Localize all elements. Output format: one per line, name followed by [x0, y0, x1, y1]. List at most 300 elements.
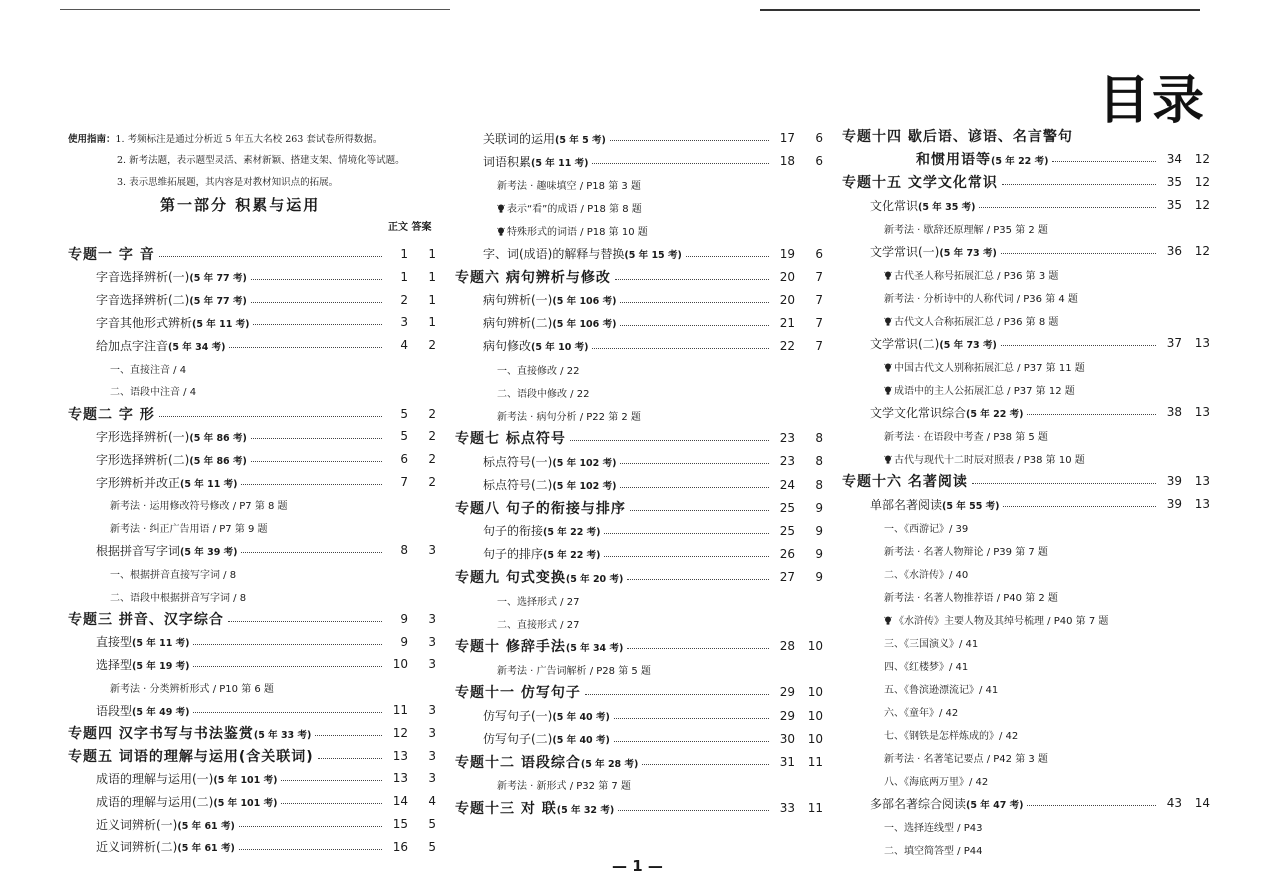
toc-entry-label — [497, 223, 648, 238]
exam-frequency: (5 年 61 考) — [177, 820, 235, 832]
dot-leader — [318, 757, 382, 759]
dot-leader — [1027, 413, 1156, 415]
exam-frequency: (5 年 106 考) — [552, 296, 617, 308]
toc-entry[interactable] — [884, 448, 1210, 468]
toc-entry[interactable] — [916, 149, 1210, 169]
dot-leader — [1002, 183, 1156, 185]
answer-page-number: 9 — [815, 523, 823, 538]
toc-entry-title: 新考法 · 名著人物推荐语 / P40 第 2 题 — [884, 592, 1058, 604]
toc-entry-label — [884, 267, 1058, 282]
answer-page-number: 1 — [428, 269, 436, 284]
text-page-number: 34 — [1166, 152, 1182, 166]
toc-entry-label — [884, 727, 1018, 742]
dot-leader — [315, 734, 382, 736]
toc-entry-label — [884, 819, 982, 834]
dot-leader — [630, 509, 769, 511]
dot-leader — [972, 482, 1156, 484]
toc-entry[interactable] — [884, 517, 1210, 537]
toc-entry[interactable] — [497, 174, 823, 194]
text-page-number: 14 — [392, 794, 408, 809]
toc-entry-label — [497, 362, 579, 377]
toc-entry[interactable] — [497, 659, 823, 679]
toc-entry-title: 八、《海底两万里》/ 42 — [884, 776, 989, 788]
answer-page-number: 13 — [1194, 336, 1210, 350]
answer-page-number: 8 — [815, 477, 823, 492]
toc-entry[interactable] — [96, 654, 436, 674]
toc-entry[interactable] — [68, 244, 436, 264]
bulb-icon — [497, 204, 505, 213]
toc-entry[interactable] — [483, 521, 823, 541]
toc-entry[interactable] — [96, 472, 436, 492]
toc-entry[interactable] — [68, 746, 436, 766]
toc-entry[interactable] — [884, 724, 1210, 744]
toc-entry-label — [68, 746, 314, 766]
text-page-number: 23 — [779, 431, 795, 446]
toc-entry[interactable] — [870, 241, 1210, 261]
toc-entry-label — [68, 404, 155, 424]
text-page-number: 22 — [779, 338, 795, 353]
dot-leader — [193, 643, 382, 645]
dot-leader — [585, 693, 769, 695]
toc-entry-title: 标点符号(一) — [483, 454, 553, 469]
toc-entry[interactable] — [68, 723, 436, 743]
exam-frequency: (5 年 19 考) — [132, 660, 190, 672]
toc-entry[interactable] — [96, 768, 436, 788]
text-page-number: 36 — [1166, 244, 1182, 258]
toc-entry-title: 一、选择形式 / 27 — [497, 596, 580, 608]
toc-entry-title: 文学文化常识综合 — [870, 405, 967, 420]
dot-leader — [228, 620, 382, 622]
toc-entry[interactable] — [483, 313, 823, 333]
toc-entry[interactable] — [884, 655, 1210, 675]
toc-entry-title: 新考法 · 名著笔记要点 / P42 第 3 题 — [884, 753, 1048, 765]
toc-entry-title: 成语的理解与运用(一) — [96, 771, 214, 786]
text-page-number: 13 — [392, 771, 408, 786]
column-header: 正文 答案 — [388, 222, 432, 233]
top-rule-left — [60, 9, 450, 10]
toc-entry[interactable] — [483, 544, 823, 564]
exam-frequency: (5 年 86 考) — [189, 432, 247, 444]
toc-entry[interactable] — [884, 609, 1210, 629]
toc-entry-label — [842, 126, 1073, 146]
dot-leader — [1052, 160, 1156, 162]
text-page-number: 10 — [392, 657, 408, 672]
toc-entry-title: 成语中的主人公拓展汇总 / P37 第 12 题 — [894, 385, 1075, 397]
toc-entry-label — [884, 589, 1058, 604]
toc-entry[interactable] — [483, 128, 823, 148]
toc-entry-label — [884, 520, 968, 535]
toc-entry-title: 句子的衔接 — [483, 524, 544, 539]
toc-entry[interactable] — [483, 244, 823, 264]
exam-frequency: (5 年 73 考) — [939, 339, 997, 351]
toc-entry[interactable] — [68, 609, 436, 629]
toc-entry-title: 字音选择辨析(一) — [96, 270, 190, 285]
toc-entry[interactable] — [870, 793, 1210, 813]
text-page-number: 16 — [392, 839, 408, 854]
exam-frequency: (5 年 11 考) — [192, 318, 250, 330]
exam-frequency: (5 年 28 考) — [580, 758, 639, 770]
text-page-number: 2 — [400, 292, 408, 307]
toc-entry[interactable] — [455, 798, 823, 818]
toc-entry[interactable] — [110, 563, 436, 583]
toc-entry-title: 六、《童年》/ 42 — [884, 707, 959, 719]
answer-page-number: 7 — [815, 315, 823, 330]
toc-entry[interactable] — [110, 381, 436, 401]
toc-entry-label — [870, 496, 999, 513]
text-page-number: 18 — [779, 154, 795, 169]
answer-page-number: 11 — [807, 800, 823, 815]
toc-entry-label — [884, 658, 968, 673]
answer-page-number: 7 — [815, 292, 823, 307]
toc-entry[interactable] — [96, 540, 436, 560]
dot-leader — [159, 255, 382, 257]
toc-entry[interactable] — [884, 310, 1210, 330]
toc-entry[interactable] — [96, 267, 436, 287]
answer-page-number: 13 — [1194, 474, 1210, 488]
dot-leader — [241, 551, 382, 553]
text-page-number: 13 — [392, 748, 408, 763]
toc-entry[interactable] — [483, 151, 823, 171]
exam-frequency: (5 年 11 考) — [180, 478, 238, 490]
exam-frequency: (5 年 11 考) — [531, 157, 589, 169]
toc-entry-title: 仿写句子(一) — [483, 709, 553, 723]
toc-entry[interactable] — [110, 677, 436, 697]
toc-entry-label — [483, 130, 606, 147]
toc-entry[interactable] — [96, 449, 436, 469]
toc-entry[interactable] — [497, 590, 823, 610]
toc-entry[interactable] — [884, 839, 1210, 859]
toc-entry-title: 新考法 · 名著人物辩论 / P39 第 7 题 — [884, 546, 1048, 558]
toc-entry[interactable] — [870, 195, 1210, 215]
dot-leader — [620, 324, 769, 326]
answer-page-number: 13 — [1194, 405, 1210, 419]
toc-entry[interactable] — [497, 775, 823, 795]
toc-entry[interactable] — [497, 220, 823, 240]
toc-entry[interactable] — [483, 475, 823, 495]
exam-frequency: (5 年 102 考) — [552, 457, 617, 469]
toc-entry[interactable] — [884, 425, 1210, 445]
text-page-number: 12 — [392, 725, 408, 740]
toc-entry-label — [96, 816, 235, 833]
toc-entry[interactable] — [68, 404, 436, 424]
text-page-number: 37 — [1166, 336, 1182, 350]
usage-guide-line-1 — [68, 131, 382, 145]
dot-leader — [615, 278, 769, 280]
toc-entry[interactable] — [884, 816, 1210, 836]
toc-entry[interactable] — [96, 290, 436, 310]
answer-page-number: 2 — [428, 475, 436, 489]
toc-entry-title: 字形辨析并改正 — [96, 475, 181, 490]
toc-entry[interactable] — [884, 563, 1210, 583]
toc-entry[interactable] — [884, 264, 1210, 284]
toc-entry-title: 字音选择辨析(二) — [96, 293, 190, 308]
toc-entry-title: 词语积累 — [483, 154, 532, 169]
toc-entry-label — [96, 770, 277, 787]
toc-entry-label — [884, 612, 1108, 627]
toc-entry-label — [870, 795, 1023, 812]
toc-entry[interactable] — [497, 382, 823, 402]
toc-entry[interactable] — [455, 428, 823, 448]
bulb-icon — [884, 271, 892, 280]
toc-entry-label — [483, 707, 610, 724]
toc-entry[interactable] — [455, 682, 823, 702]
answer-page-number: 1 — [428, 247, 436, 261]
toc-entry[interactable] — [884, 218, 1210, 238]
toc-entry[interactable] — [96, 814, 436, 834]
exam-frequency: (5 年 101 考) — [213, 774, 278, 786]
toc-entry-label — [497, 177, 641, 192]
toc-entry-title: 一、根据拼音直接写字词 / 8 — [110, 569, 237, 581]
toc-entry-label — [110, 383, 196, 398]
dot-leader — [604, 555, 769, 557]
answer-page-number: 8 — [815, 431, 823, 446]
text-page-number: 20 — [779, 269, 795, 284]
toc-entry-label — [884, 842, 982, 857]
toc-entry-label — [483, 291, 616, 308]
toc-entry-title: 中国古代文人别称拓展汇总 / P37 第 11 题 — [894, 362, 1085, 374]
toc-entry-label — [68, 244, 155, 264]
toc-entry[interactable] — [884, 586, 1210, 606]
toc-entry-title: 专题九 句式变换 — [455, 569, 566, 586]
text-page-number: 27 — [779, 569, 795, 584]
toc-entry-label — [497, 662, 651, 677]
exam-frequency: (5 年 106 考) — [552, 319, 617, 331]
toc-entry[interactable] — [483, 451, 823, 471]
answer-page-number: 9 — [815, 546, 823, 561]
toc-entry[interactable] — [884, 701, 1210, 721]
toc-entry[interactable] — [870, 333, 1210, 353]
text-page-number: 33 — [779, 800, 795, 815]
toc-entry-label — [497, 385, 589, 400]
toc-entry[interactable] — [884, 379, 1210, 399]
toc-entry[interactable] — [884, 770, 1210, 790]
toc-entry[interactable] — [483, 290, 823, 310]
toc-entry[interactable] — [497, 613, 823, 633]
exam-frequency: (5 年 40 考) — [552, 712, 610, 723]
answer-page-number: 8 — [815, 454, 823, 469]
answer-page-number: 3 — [428, 657, 436, 672]
answer-page-number: 13 — [1194, 497, 1210, 511]
text-page-number: 20 — [779, 292, 795, 307]
toc-entry-label — [68, 723, 311, 743]
bulb-icon — [497, 227, 505, 236]
toc-entry-title: 字、词(成语)的解释与替换 — [483, 247, 625, 261]
text-page-number: 26 — [779, 546, 795, 561]
toc-entry-label — [483, 153, 588, 170]
exam-frequency: (5 年 102 考) — [552, 481, 617, 492]
toc-entry-label — [884, 428, 1048, 443]
exam-frequency: (5 年 77 考) — [189, 296, 247, 308]
toc-entry[interactable] — [455, 567, 823, 587]
toc-entry[interactable] — [483, 706, 823, 726]
toc-entry[interactable] — [455, 636, 823, 656]
toc-entry-label — [455, 567, 623, 587]
answer-page-number: 5 — [428, 817, 436, 831]
toc-entry[interactable] — [884, 540, 1210, 560]
text-page-number: 38 — [1166, 405, 1182, 419]
toc-entry-title: 关联词的运用 — [483, 131, 556, 146]
toc-entry-title: 选择型 — [96, 657, 133, 672]
toc-entry[interactable] — [870, 494, 1210, 514]
toc-entry-label — [455, 267, 611, 287]
toc-entry-label — [884, 750, 1048, 765]
dot-leader — [193, 711, 382, 713]
toc-entry[interactable] — [96, 312, 436, 332]
exam-frequency: (5 年 34 考) — [168, 341, 226, 353]
answer-page-number: 10 — [807, 708, 823, 723]
dot-leader — [614, 717, 769, 719]
toc-entry[interactable] — [110, 358, 436, 378]
usage-guide-line-3: 3. 表示思维拓展题，其内容是对教材知识点的拓展。 — [117, 177, 339, 188]
answer-page-number: 2 — [428, 406, 436, 421]
toc-entry-label — [842, 471, 968, 491]
toc-entry[interactable] — [497, 197, 823, 217]
toc-entry[interactable] — [884, 678, 1210, 698]
toc-entry-title: 字形选择辨析(一) — [96, 429, 190, 444]
toc-entry-label — [68, 609, 224, 629]
toc-entry-title: 一、直接注音 / 4 — [110, 364, 187, 376]
toc-entry-title: 古代文人合称拓展汇总 / P36 第 8 题 — [894, 316, 1059, 328]
toc-entry-label — [884, 359, 1085, 374]
toc-entry-title: 给加点字注音 — [96, 338, 169, 353]
text-page-number: 25 — [779, 500, 795, 515]
toc-entry-label — [96, 291, 247, 308]
toc-entry[interactable] — [96, 632, 436, 652]
toc-entry[interactable] — [842, 172, 1210, 192]
exam-frequency: (5 年 86 考) — [189, 455, 247, 467]
exam-frequency: (5 年 33 考) — [253, 729, 312, 741]
bulb-icon — [884, 616, 892, 625]
toc-entry[interactable] — [455, 498, 823, 518]
toc-entry[interactable] — [96, 837, 436, 857]
dot-leader — [239, 848, 382, 850]
toc-entry[interactable] — [842, 471, 1210, 491]
dot-leader — [618, 809, 769, 811]
toc-entry[interactable] — [455, 267, 823, 287]
answer-page-number: 12 — [1194, 198, 1210, 212]
text-page-number: 9 — [400, 611, 408, 626]
answer-page-number: 5 — [428, 839, 436, 854]
toc-entry-title: 新考法 · 分析诗中的人称代词 / P36 第 4 题 — [884, 293, 1078, 305]
toc-entry-label — [455, 636, 623, 656]
toc-entry-title: 近义词辨析(一) — [96, 817, 178, 832]
toc-entry-title: 近义词辨析(二) — [96, 840, 178, 855]
toc-entry-title: 新考法 · 趣味填空 / P18 第 3 题 — [497, 180, 641, 192]
toc-entry-title: 专题四 汉字书写与书法鉴赏 — [68, 725, 254, 742]
toc-entry-label — [497, 777, 631, 792]
toc-entry-title: 专题一 字 音 — [68, 247, 155, 263]
toc-entry-label — [96, 474, 237, 491]
toc-entry[interactable] — [497, 405, 823, 425]
toc-entry-title: 古代与现代十二时辰对照表 / P38 第 10 题 — [894, 454, 1085, 466]
answer-page-number: 7 — [815, 338, 823, 353]
toc-entry-label — [96, 633, 189, 650]
toc-entry[interactable] — [110, 586, 436, 606]
toc-entry-title: 专题十三 对 联 — [455, 800, 557, 817]
toc-entry[interactable] — [483, 336, 823, 356]
exam-frequency: (5 年 22 考) — [966, 408, 1024, 420]
text-page-number: 25 — [779, 523, 795, 538]
toc-entry-label — [483, 730, 610, 747]
toc-entry-label — [96, 542, 237, 559]
answer-page-number: 10 — [807, 731, 823, 746]
toc-entry-label — [870, 243, 997, 260]
toc-entry-label — [483, 545, 600, 562]
dot-leader — [686, 255, 769, 257]
toc-entry-title: 一、《西游记》/ 39 — [884, 523, 969, 535]
toc-entry[interactable] — [96, 426, 436, 446]
toc-entry[interactable] — [884, 356, 1210, 376]
toc-entry-title: 病句修改 — [483, 339, 532, 354]
toc-entry[interactable] — [96, 335, 436, 355]
toc-entry-title: 语段型 — [96, 703, 133, 718]
toc-entry-title: 和惯用语等 — [916, 152, 991, 168]
toc-entry[interactable] — [870, 402, 1210, 422]
toc-entry-label — [96, 337, 225, 354]
toc-entry-title: 字音其他形式辨析 — [96, 315, 193, 330]
toc-entry-title: 新考法 · 病句分析 / P22 第 2 题 — [497, 411, 641, 423]
toc-entry-label — [455, 682, 581, 702]
toc-entry-title: 专题八 句子的衔接与排序 — [455, 500, 626, 517]
toc-entry-label — [884, 313, 1058, 328]
toc-entry[interactable] — [497, 359, 823, 379]
exam-frequency: (5 年 15 考) — [624, 250, 682, 261]
toc-entry-title: 新考法 · 分类辨析形式 / P10 第 6 题 — [110, 683, 274, 695]
toc-entry[interactable] — [842, 126, 1210, 146]
toc-entry-title: 专题十二 语段综合 — [455, 754, 581, 771]
dot-leader — [251, 460, 382, 462]
toc-entry-label — [884, 704, 958, 719]
toc-entry[interactable] — [96, 791, 436, 811]
dot-leader — [253, 323, 382, 325]
toc-entry-title: 根据拼音写字词 — [96, 543, 181, 558]
toc-entry-label — [916, 149, 1048, 169]
exam-frequency: (5 年 20 考) — [565, 573, 624, 585]
toc-entry[interactable] — [483, 729, 823, 749]
dot-leader — [627, 578, 769, 580]
toc-entry-label — [497, 593, 579, 608]
toc-entry[interactable] — [884, 632, 1210, 652]
exam-frequency: (5 年 47 考) — [966, 799, 1024, 811]
toc-entry[interactable] — [884, 747, 1210, 767]
toc-entry-title: 一、直接修改 / 22 — [497, 365, 580, 377]
toc-entry[interactable] — [455, 752, 823, 772]
toc-entry[interactable] — [884, 287, 1210, 307]
toc-entry-label — [483, 453, 616, 470]
toc-entry-label — [884, 681, 998, 696]
answer-page-number: 2 — [428, 338, 436, 353]
answer-page-number: 2 — [428, 429, 436, 444]
text-page-number: 3 — [400, 315, 408, 330]
text-page-number: 39 — [1166, 497, 1182, 511]
toc-entry-title: 《水浒传》主要人物及其绰号梳理 / P40 第 7 题 — [894, 615, 1109, 627]
toc-entry[interactable] — [96, 700, 436, 720]
toc-entry-label — [842, 172, 998, 192]
answer-page-number: 10 — [807, 685, 823, 700]
text-page-number: 23 — [779, 454, 795, 469]
toc-entry[interactable] — [110, 495, 436, 515]
toc-entry-label — [110, 566, 236, 581]
exam-frequency: (5 年 40 考) — [552, 735, 610, 747]
toc-entry-title: 成语的理解与运用(二) — [96, 794, 214, 809]
part-title: 第一部分 积累与运用 — [160, 196, 321, 214]
answer-page-number: 4 — [428, 794, 436, 809]
toc-entry[interactable] — [110, 518, 436, 538]
answer-page-number: 10 — [807, 639, 823, 654]
toc-entry-title: 专题七 标点符号 — [455, 431, 566, 448]
dot-leader — [570, 439, 769, 441]
toc-entry-title: 二、《水浒传》/ 40 — [884, 569, 969, 581]
